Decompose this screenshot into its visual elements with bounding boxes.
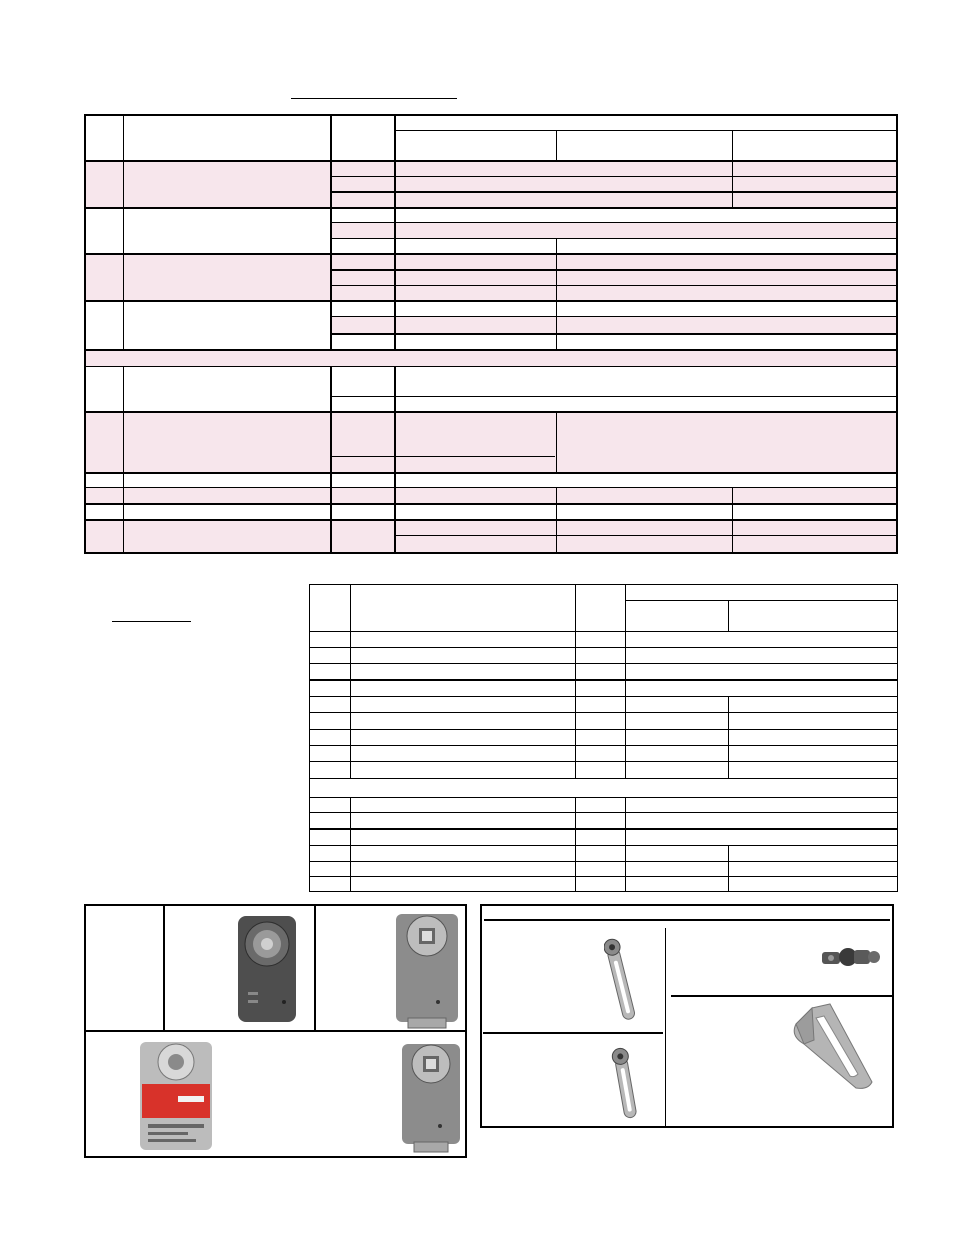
red-label-damper-actuator-icon bbox=[138, 1040, 214, 1154]
title-underline bbox=[291, 98, 457, 99]
ball-joint-connector-icon bbox=[818, 940, 882, 974]
gray-damper-actuator-icon bbox=[400, 1042, 462, 1154]
section-label-underline bbox=[112, 621, 191, 622]
gray-damper-actuator-icon bbox=[394, 912, 460, 1030]
dark-gray-damper-actuator-icon bbox=[236, 914, 298, 1024]
slotted-mounting-bracket-icon bbox=[784, 1000, 880, 1094]
crank-arm-linkage-icon bbox=[604, 934, 638, 1024]
crank-arm-linkage-short-icon bbox=[610, 1044, 640, 1122]
